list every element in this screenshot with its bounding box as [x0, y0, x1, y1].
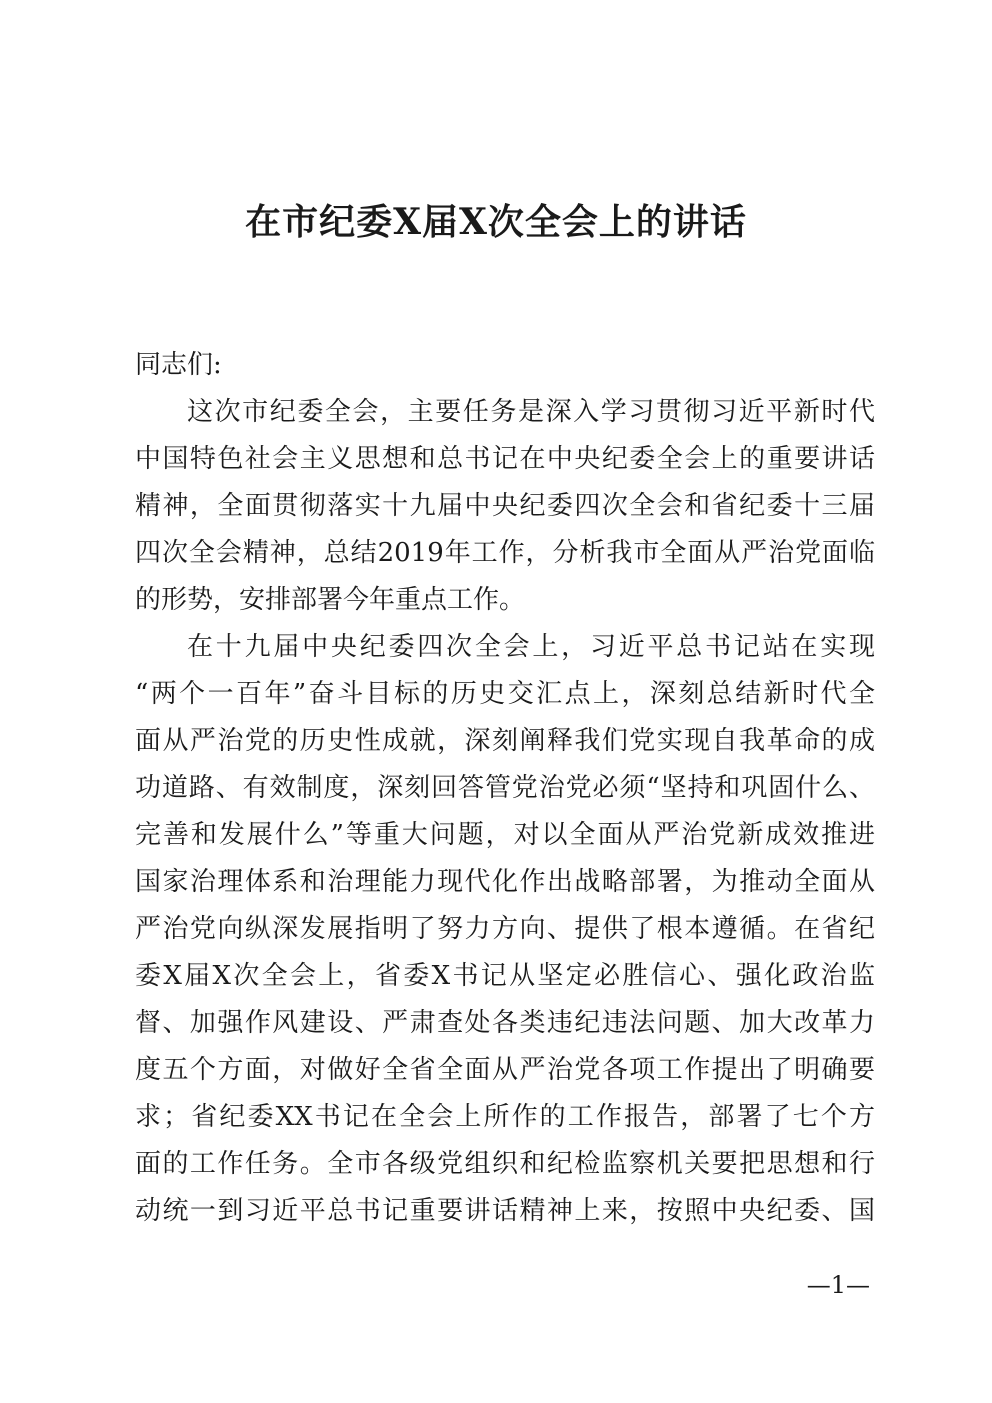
page-number: —1— — [806, 1271, 870, 1299]
paragraph-1-line-3: 精神，全面贯彻落实十九届中央纪委四次全会和省纪委十三届 — [135, 491, 875, 521]
paragraph-2-line-5: 完善和发展什么”等重大问题，对以全面从严治党新成效推进 — [135, 820, 875, 850]
paragraph-2-line-2: “两个一百年”奋斗目标的历史交汇点上，深刻总结新时代全 — [135, 679, 875, 709]
paragraph-2-line-3: 面从严治党的历史性成就，深刻阐释我们党实现自我革命的成 — [135, 726, 875, 756]
paragraph-2-line-12: 面的工作任务。全市各级党组织和纪检监察机关要把思想和行 — [135, 1149, 875, 1179]
document-body — [135, 342, 875, 1235]
document-title: 在市纪委X届X次全会上的讲话 — [245, 201, 747, 243]
paragraph-2-line-11: 求；省纪委XX书记在全会上所作的工作报告，部署了七个方 — [135, 1102, 875, 1132]
paragraph-2-line-8: 委X届X次全会上，省委X书记从坚定必胜信心、强化政治监 — [135, 961, 875, 991]
paragraph-1-line-4: 四次全会精神，总结2019年工作，分析我市全面从严治党面临 — [135, 538, 875, 568]
paragraph-2-line-13: 动统一到习近平总书记重要讲话精神上来，按照中央纪委、国 — [135, 1196, 875, 1226]
paragraph-2-line-10: 度五个方面，对做好全省全面从严治党各项工作提出了明确要 — [135, 1055, 875, 1085]
paragraph-2-line-1: 在十九届中央纪委四次全会上，习近平总书记站在实现 — [187, 632, 875, 662]
paragraph-2-line-4: 功道路、有效制度，深刻回答管党治党必须“坚持和巩固什么、 — [135, 773, 875, 803]
paragraph-1-line-2: 中国特色社会主义思想和总书记在中央纪委全会上的重要讲话 — [135, 444, 875, 474]
salutation-line: 同志们: — [135, 350, 222, 380]
paragraph-2-line-6: 国家治理体系和治理能力现代化作出战略部署，为推动全面从 — [135, 867, 875, 897]
paragraph-2-line-9: 督、加强作风建设、严肃查处各类违纪违法问题、加大改革力 — [135, 1008, 875, 1038]
paragraph-1-line-5: 的形势，安排部署今年重点工作。 — [135, 585, 526, 615]
paragraph-2-line-7: 严治党向纵深发展指明了努力方向、提供了根本遵循。在省纪 — [135, 914, 875, 944]
paragraph-1-line-1: 这次市纪委全会，主要任务是深入学习贯彻习近平新时代 — [187, 397, 875, 427]
